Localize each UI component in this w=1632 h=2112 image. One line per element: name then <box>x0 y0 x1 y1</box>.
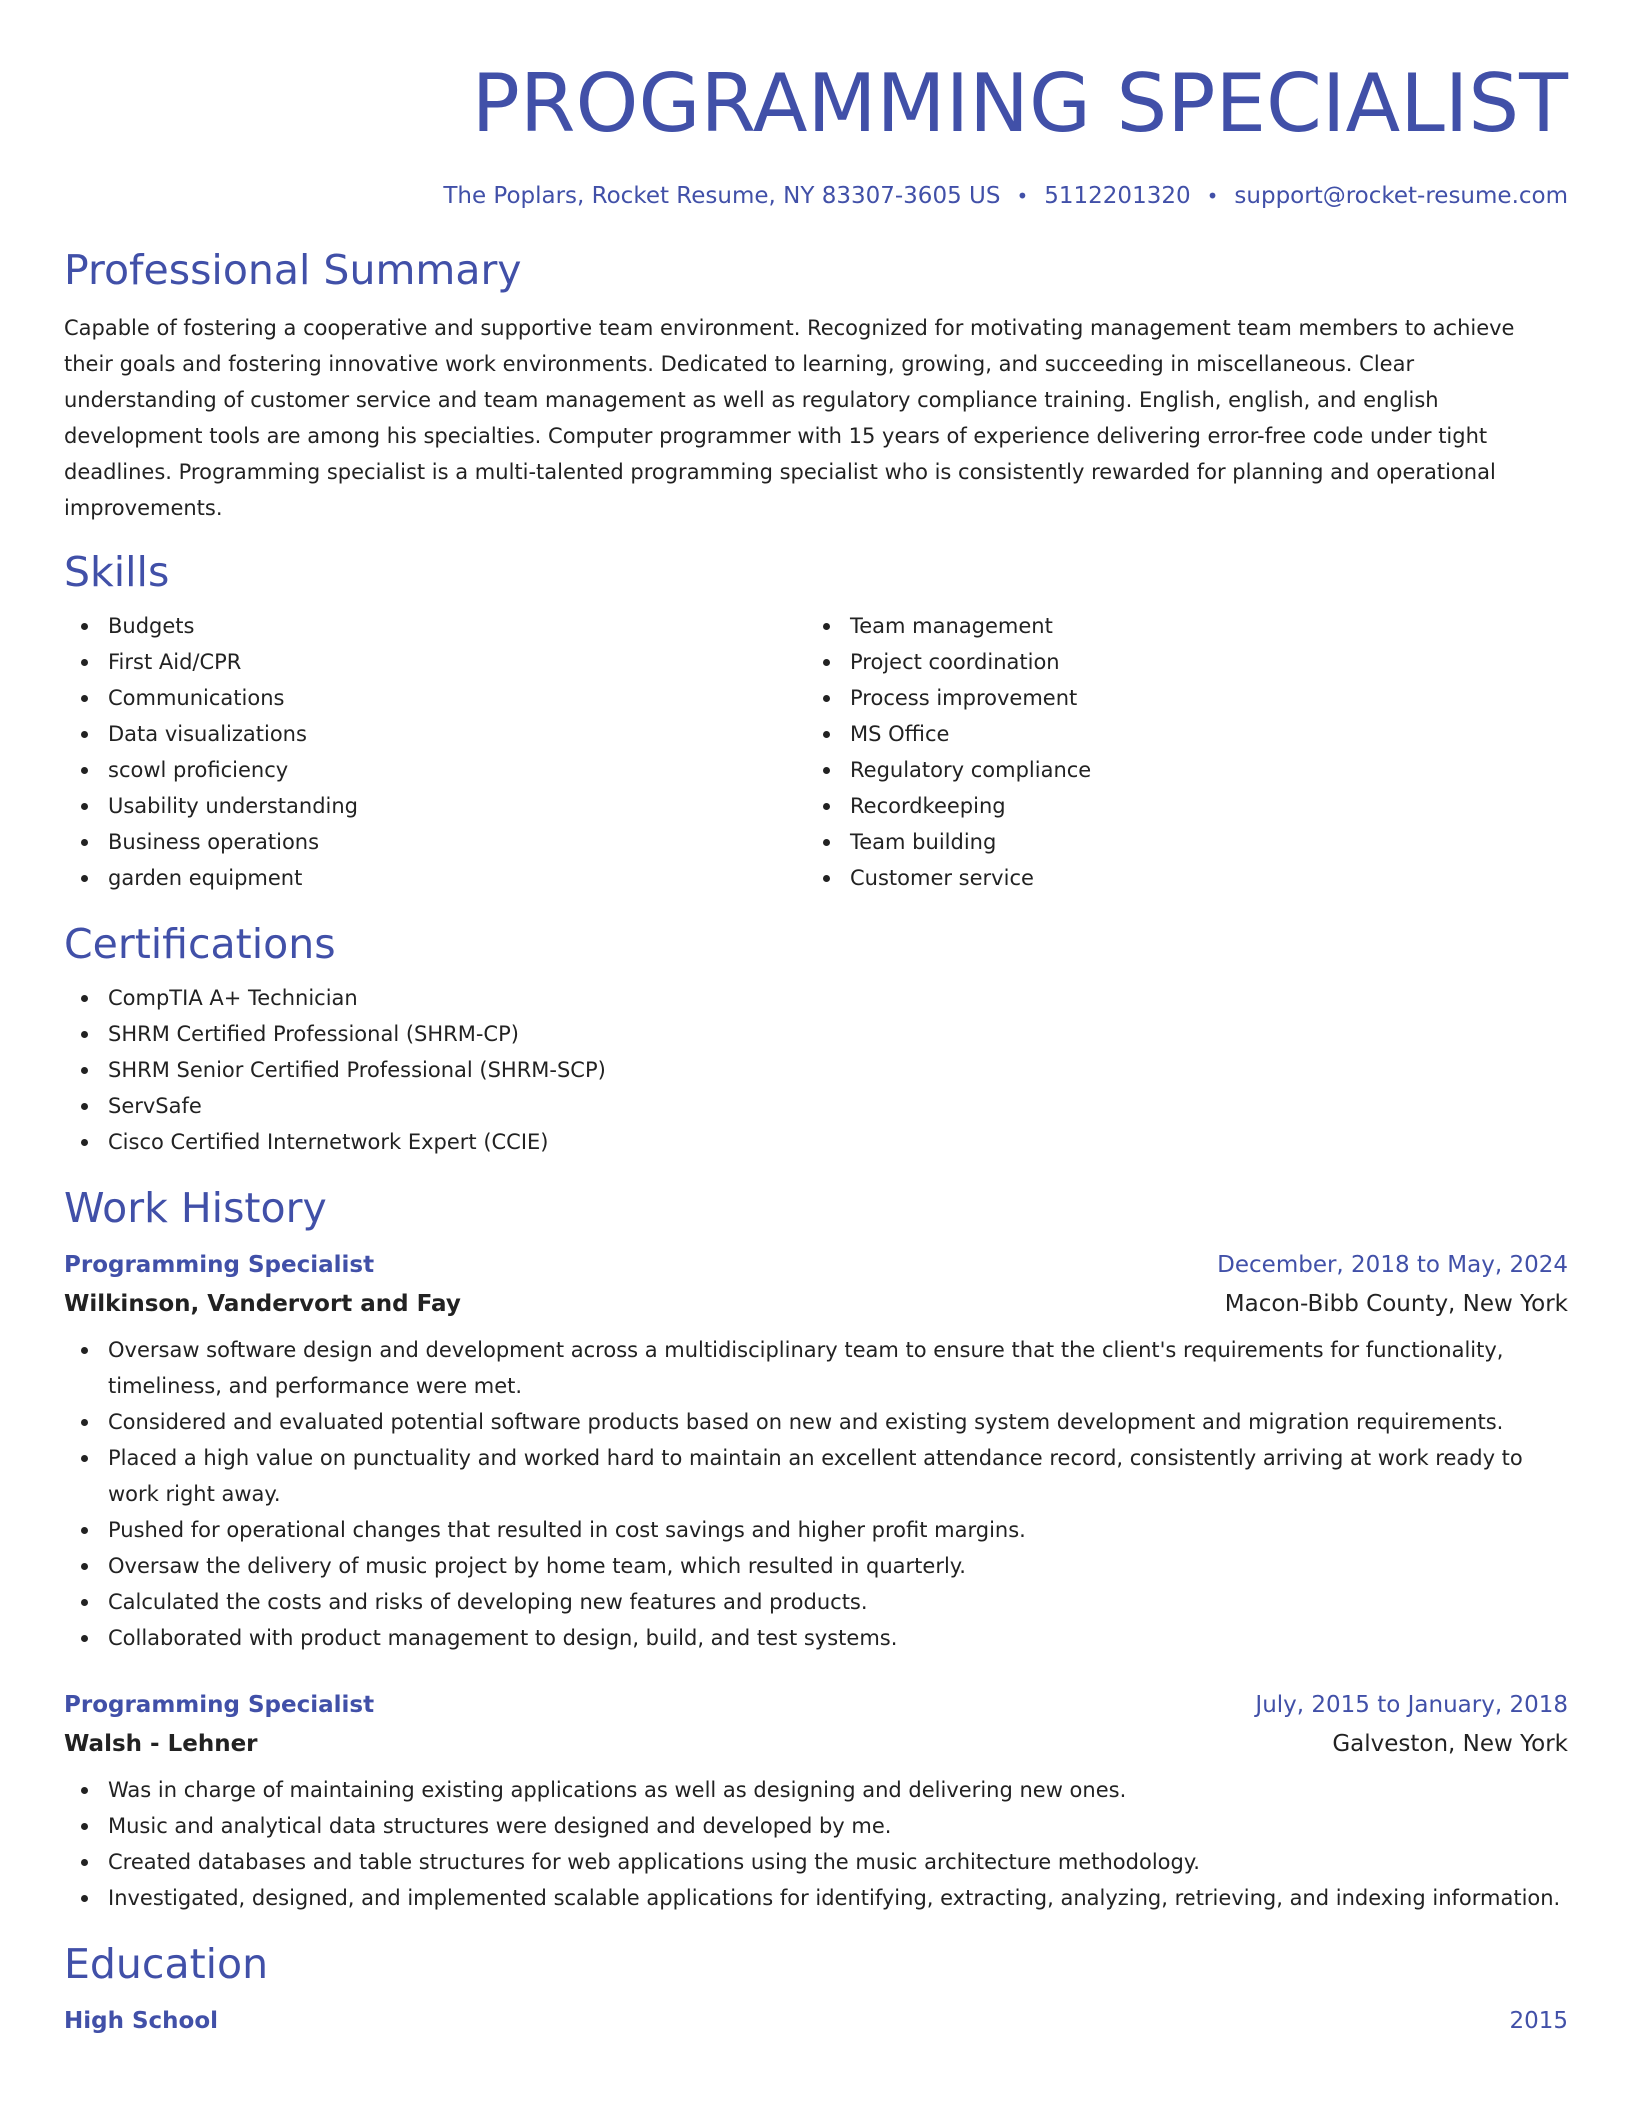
certifications-heading: Certifications <box>64 920 336 968</box>
job-bullet: Oversaw the delivery of music project by home team, which resulted in quarterly. <box>64 1548 1568 1584</box>
job-entry <box>64 1686 1568 1916</box>
job-company-row <box>64 1284 1568 1324</box>
education-year: 2015 <box>1509 2008 1568 2034</box>
skill-item: Data visualizations <box>64 716 806 752</box>
certification-item: ServSafe <box>64 1088 1568 1124</box>
summary-text: Capable of fostering a cooperative and supportive team environment. Recognized for motivating management team members to achieve their goals and fostering innovative work environments. Dedicated to learning, growing, and succeeding in miscellaneous. Clear understanding of customer service and team management as well as regulatory compliance training. English, english, and english development tools are among his specialties. Computer programmer with 15 years of experience delivering error-free code under tight deadlines. Programming specialist is a multi-talented programming specialist who is consistently rewarded for planning and operational improvements. <box>64 316 1515 520</box>
job-dates: December, 2018 to May, 2024 <box>1217 1252 1568 1278</box>
resume-name: PROGRAMMING SPECIALIST <box>471 57 1568 150</box>
job-location: Macon-Bibb County, New York <box>1224 1291 1568 1317</box>
skill-item: Process improvement <box>806 680 1548 716</box>
job-location: Galveston, New York <box>1332 1731 1568 1757</box>
skill-item: Business operations <box>64 824 806 860</box>
skill-item: scowl proficiency <box>64 752 806 788</box>
skill-item: Team building <box>806 824 1548 860</box>
job-bullet: Collaborated with product management to design, build, and test systems. <box>64 1620 1568 1656</box>
skills-list <box>64 598 1568 896</box>
skill-item: Customer service <box>806 860 1548 896</box>
contact-address: The Poplars, Rocket Resume, NY 83307-3605 US <box>443 183 1001 209</box>
education-heading: Education <box>64 1940 269 1988</box>
certification-item: CompTIA A+ Technician <box>64 980 1568 1016</box>
certification-item: Cisco Certified Internetwork Expert (CCIE) <box>64 1124 1568 1160</box>
job-bullet: Placed a high value on punctuality and worked hard to maintain an excellent attendance record, consistently arriving at work ready to work right away. <box>64 1440 1568 1512</box>
job-header-row <box>64 1246 1568 1284</box>
skill-item: Recordkeeping <box>806 788 1548 824</box>
skills-heading: Skills <box>64 548 170 596</box>
job-title: Programming Specialist <box>64 1692 375 1718</box>
education-row <box>64 2002 1568 2040</box>
contact-email[interactable]: support@rocket-resume.com <box>1234 183 1568 209</box>
job-bullet: Created databases and table structures for web applications using the music architecture methodology. <box>64 1844 1568 1880</box>
contact-separator: • <box>1016 184 1029 208</box>
skills-column-left <box>64 608 806 896</box>
job-entry <box>64 1246 1568 1656</box>
resume-header <box>64 0 1568 212</box>
job-company-row <box>64 1724 1568 1764</box>
work-history-heading: Work History <box>64 1184 327 1232</box>
summary-heading: Professional Summary <box>64 246 522 294</box>
job-bullet: Pushed for operational changes that resulted in cost savings and higher profit margins. <box>64 1512 1568 1548</box>
job-bullet: Music and analytical data structures were designed and developed by me. <box>64 1808 1568 1844</box>
job-bullet: Oversaw software design and development across a multidisciplinary team to ensure that the client's requirements for functionality, timeliness, and performance were met. <box>64 1332 1568 1404</box>
skill-item: Regulatory compliance <box>806 752 1548 788</box>
skill-item: Communications <box>64 680 806 716</box>
job-company: Walsh - Lehner <box>64 1731 258 1757</box>
certifications-list <box>64 980 1568 1160</box>
job-header-row <box>64 1686 1568 1724</box>
skills-column-right <box>806 608 1548 896</box>
skill-item: Usability understanding <box>64 788 806 824</box>
job-bullet: Considered and evaluated potential software products based on new and existing system development and migration requirements. <box>64 1404 1568 1440</box>
contact-phone: 5112201320 <box>1044 183 1191 209</box>
skill-item: Project coordination <box>806 644 1548 680</box>
job-bullets <box>64 1772 1568 1916</box>
skill-item: MS Office <box>806 716 1548 752</box>
skill-item: Budgets <box>64 608 806 644</box>
contact-separator: • <box>1206 184 1219 208</box>
job-bullet: Calculated the costs and risks of developing new features and products. <box>64 1584 1568 1620</box>
certification-item: SHRM Certified Professional (SHRM-CP) <box>64 1016 1568 1052</box>
job-company: Wilkinson, Vandervort and Fay <box>64 1291 461 1317</box>
job-dates: July, 2015 to January, 2018 <box>1255 1692 1568 1718</box>
job-bullet: Investigated, designed, and implemented scalable applications for identifying, extracting, analyzing, retrieving, and indexing information. <box>64 1880 1568 1916</box>
job-bullets <box>64 1332 1568 1656</box>
job-title: Programming Specialist <box>64 1252 375 1278</box>
certification-item: SHRM Senior Certified Professional (SHRM-SCP) <box>64 1052 1568 1088</box>
job-bullet: Was in charge of maintaining existing applications as well as designing and delivering new ones. <box>64 1772 1568 1808</box>
education-degree: High School <box>64 2008 219 2034</box>
education-entry <box>64 2002 1568 2040</box>
contact-line <box>64 180 1568 212</box>
skill-item: Team management <box>806 608 1548 644</box>
skill-item: First Aid/CPR <box>64 644 806 680</box>
skill-item: garden equipment <box>64 860 806 896</box>
